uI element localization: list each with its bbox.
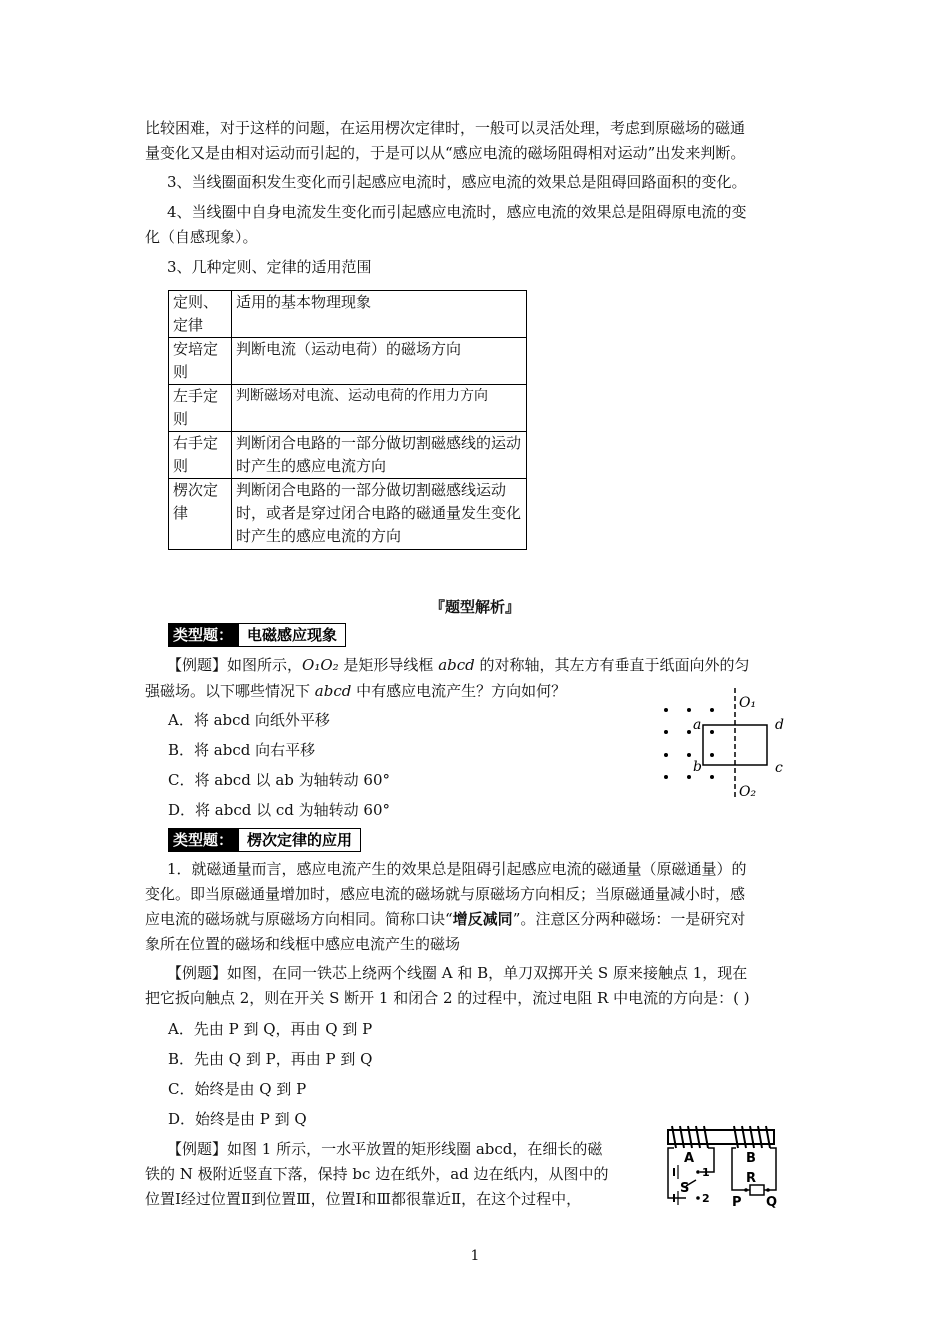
label-d: d <box>775 717 784 733</box>
resistor-r <box>750 1185 764 1195</box>
paragraph-3-line-2: 化（自感现象）。 <box>145 228 258 246</box>
example-2-option-b: B．先由 Q 到 P，再由 P 到 Q <box>168 1050 373 1068</box>
example-1-option-c: C．将 abcd 以 ab 为轴转动 60° <box>168 771 390 789</box>
table-row <box>169 479 527 550</box>
lenz-line-1: 1．就磁通量而言，感应电流产生的效果总是阻碍引起感应电流的磁通量（原磁通量）的 <box>167 860 747 878</box>
label-p: P <box>732 1195 742 1210</box>
category-tag-2 <box>168 828 361 852</box>
label-contact-2: 2 <box>702 1192 710 1205</box>
example-1-option-a: A．将 abcd 向纸外平移 <box>168 711 330 729</box>
label-a: a <box>693 717 702 733</box>
example-3-line-1: 【例题】如图 1 所示，一水平放置的矩形线圈 abcd，在细长的磁 <box>167 1140 603 1158</box>
table-header-cell: 定则、定律 <box>169 291 232 338</box>
symbol-abcd: abcd <box>314 682 352 700</box>
paragraph-3-line-1: 4、当线圈中自身电流发生变化而引起感应电流时，感应电流的效果总是阻碍原电流的变 <box>167 203 747 221</box>
magnetic-field-figure <box>655 688 790 803</box>
label-coil-a: A <box>684 1151 695 1166</box>
symbol-o1o2: O₁O₂ <box>302 656 339 674</box>
table-row <box>169 338 527 385</box>
category-tag-label: 类型题： <box>169 829 239 851</box>
category-tag-title: 电磁感应现象 <box>247 626 338 644</box>
lenz-line-4: 象所在位置的磁场和线框中感应电流产生的磁场 <box>145 935 461 953</box>
example-1-line-2b: 中有感应电流产生？方向如何？ <box>351 682 567 700</box>
table-header-cell: 适用的基本物理现象 <box>232 291 527 338</box>
field-dots <box>664 708 714 779</box>
paragraph-2: 3、当线圈面积发生变化而引起感应电流时，感应电流的效果总是阻碍回路面积的变化。 <box>167 173 747 191</box>
page-number: 1 <box>470 1248 480 1264</box>
rules-table <box>168 290 527 550</box>
label-switch: S <box>680 1181 690 1196</box>
example-1-option-b: B．将 abcd 向右平移 <box>168 741 316 759</box>
symbol-abcd: abcd <box>438 656 475 674</box>
circuit-b-wire-right <box>764 1148 776 1190</box>
example-2-line-1: 【例题】如图，在同一铁芯上绕两个线圈 A 和 B，单刀双掷开关 S 原来接触点 1，现在 <box>167 964 748 982</box>
example-1-prefix: 【例题】如图所示， <box>167 656 303 674</box>
table-row <box>169 385 527 432</box>
label-contact-1: 1 <box>702 1166 710 1179</box>
table-cell: 右手定则 <box>169 432 232 479</box>
contact-2 <box>696 1196 700 1200</box>
example-1-mid1: 是矩形导线框 <box>338 656 439 674</box>
label-b: b <box>693 759 702 775</box>
paragraph-4: 3、几种定则、定律的适用范围 <box>167 258 372 276</box>
lenz-line-3a: 应电流的磁场就与原磁场方向相同。简称口诀“ <box>145 910 453 928</box>
lenz-line-2: 变化。即当原磁通量增加时，感应电流的磁场就与原磁场方向相反；当原磁通量减小时，感 <box>145 885 746 903</box>
example-2-option-a: A．先由 P 到 Q，再由 Q 到 P <box>168 1020 373 1038</box>
point-p <box>744 1188 748 1192</box>
example-3-line-2: 铁的 N 极附近竖直下落，保持 bc 边在纸外，ad 边在纸内，从图中的 <box>145 1165 609 1183</box>
example-2-option-c: C．始终是由 Q 到 P <box>168 1080 307 1098</box>
example-1-option-d: D．将 abcd 以 cd 为轴转动 60° <box>168 801 391 819</box>
category-tag-1 <box>168 623 346 647</box>
table-cell: 判断电流（运动电荷）的磁场方向 <box>232 338 527 385</box>
example-2-line-2: 把它扳向触点 2，则在开关 S 断开 1 和闭合 2 的过程中，流过电阻 R 中电流的方向是：( ) <box>145 989 750 1007</box>
section-title: 『题型解析』 <box>429 598 520 616</box>
example-1-line-1 <box>167 653 750 678</box>
table-cell: 判断磁场对电流、运动电荷的作用力方向 <box>232 385 527 432</box>
example-2-option-d: D．始终是由 P 到 Q <box>168 1110 307 1128</box>
lenz-line-3c: ”。注意区分两种磁场：一是研究对 <box>512 910 746 928</box>
example-1-line-2 <box>145 679 566 704</box>
table-cell: 左手定则 <box>169 385 232 432</box>
label-q: Q <box>766 1195 778 1210</box>
lenz-line-3 <box>145 907 745 932</box>
example-1-mid2: 的对称轴，其左方有垂直于纸面向外的匀 <box>474 656 750 674</box>
table-cell: 安培定则 <box>169 338 232 385</box>
table-cell: 判断闭合电路的一部分做切割磁感线的运动时产生的感应电流方向 <box>232 432 527 479</box>
point-q <box>766 1188 770 1192</box>
category-tag-label: 类型题： <box>169 624 239 646</box>
example-1-line-2a: 强磁场。以下哪些情况下 <box>145 682 315 700</box>
category-tag-title: 楞次定律的应用 <box>247 831 353 849</box>
contact-1 <box>696 1170 700 1174</box>
table-row <box>169 432 527 479</box>
label-o1: O₁ <box>739 695 757 711</box>
label-c: c <box>775 760 783 776</box>
table-row <box>169 291 527 338</box>
transformer-circuit-figure <box>660 1124 780 1210</box>
paragraph-1-line-2: 量变化又是由相对运动而引起的，于是可以从“感应电流的磁场阻碍相对运动”出发来判断。 <box>145 144 746 162</box>
paragraph-1-line-1: 比较困难，对于这样的问题，在运用楞次定律时，一般可以灵活处理，考虑到原磁场的磁通 <box>145 119 746 137</box>
label-resistor: R <box>746 1171 757 1186</box>
label-o2: O₂ <box>739 784 757 800</box>
table-cell: 楞次定律 <box>169 479 232 550</box>
example-3-line-3: 位置Ⅰ经过位置Ⅱ到位置Ⅲ，位置Ⅰ和Ⅲ都很靠近Ⅱ，在这个过程中， <box>145 1190 582 1208</box>
mnemonic: 增反减同 <box>452 910 513 928</box>
label-coil-b: B <box>746 1151 756 1166</box>
table-cell: 判断闭合电路的一部分做切割磁感线运动时，或者是穿过闭合电路的磁通量发生变化时产生的感应电流的方向 <box>232 479 527 550</box>
